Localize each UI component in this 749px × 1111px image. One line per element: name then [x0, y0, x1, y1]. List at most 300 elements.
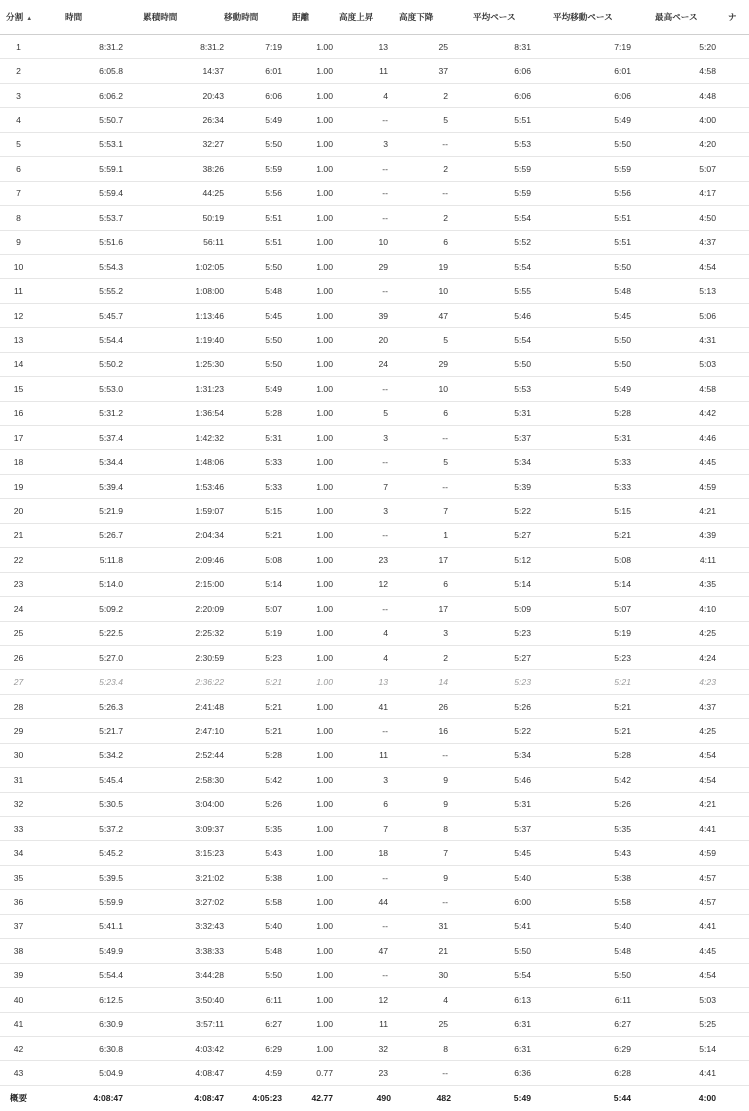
cell-best-pace: 4:00 — [631, 108, 716, 132]
cell-truncated — [716, 792, 749, 816]
table-row[interactable] — [0, 401, 749, 425]
cell-avg-pace: 5:39 — [451, 474, 531, 498]
cell-time: 5:53.7 — [37, 206, 123, 230]
cell-avg-moving-pace: 5:59 — [531, 157, 631, 181]
cell-elevation-loss: 5 — [391, 450, 451, 474]
cell-truncated — [716, 743, 749, 767]
cell-avg-moving-pace: 5:56 — [531, 181, 631, 205]
cell-truncated — [716, 377, 749, 401]
cell-elevation-gain: -- — [333, 597, 391, 621]
table-row[interactable] — [0, 939, 749, 963]
cell-avg-pace: 5:40 — [451, 865, 531, 889]
col-header-distance[interactable]: 距離 — [282, 0, 333, 35]
cell-elevation-gain: 29 — [333, 254, 391, 278]
cell-truncated — [716, 621, 749, 645]
cell-cumulative-time: 4:08:47 — [123, 1061, 224, 1085]
cell-elevation-gain: 4 — [333, 83, 391, 107]
cell-split-number: 1 — [0, 35, 37, 59]
cell-avg-moving-pace: 5:38 — [531, 865, 631, 889]
cell-elevation-gain: 3 — [333, 499, 391, 523]
cell-avg-pace: 6:06 — [451, 83, 531, 107]
cell-time: 5:21.9 — [37, 499, 123, 523]
cell-avg-moving-pace: 5:51 — [531, 206, 631, 230]
cell-distance: 1.00 — [282, 377, 333, 401]
cell-avg-pace: 5:41 — [451, 914, 531, 938]
cell-avg-moving-pace: 6:11 — [531, 988, 631, 1012]
cell-split-number: 38 — [0, 939, 37, 963]
cell-avg-moving-pace: 5:23 — [531, 645, 631, 669]
cell-avg-pace: 5:54 — [451, 206, 531, 230]
cell-best-pace: 5:13 — [631, 279, 716, 303]
cell-split-number: 7 — [0, 181, 37, 205]
cell-cumulative-time: 2:30:59 — [123, 645, 224, 669]
table-row[interactable] — [0, 645, 749, 669]
cell-cumulative-time: 4:03:42 — [123, 1036, 224, 1060]
table-row[interactable] — [0, 132, 749, 156]
table-row[interactable] — [0, 1012, 749, 1036]
table-row[interactable] — [0, 83, 749, 107]
table-row[interactable] — [0, 988, 749, 1012]
cell-best-pace: 4:10 — [631, 597, 716, 621]
cell-avg-pace: 5:53 — [451, 132, 531, 156]
cell-elevation-loss: 37 — [391, 59, 451, 83]
cell-moving-time: 5:33 — [224, 450, 282, 474]
cell-best-pace: 4:45 — [631, 450, 716, 474]
cell-cumulative-time: 2:09:46 — [123, 548, 224, 572]
cell-elevation-gain: -- — [333, 450, 391, 474]
cell-cumulative-time: 1:59:07 — [123, 499, 224, 523]
summary-time: 4:08:47 — [37, 1085, 123, 1111]
cell-truncated — [716, 572, 749, 596]
table-row[interactable] — [0, 108, 749, 132]
cell-elevation-loss: 19 — [391, 254, 451, 278]
col-header-avg-moving-pace[interactable]: 平均移動ペース — [531, 0, 631, 35]
cell-truncated — [716, 426, 749, 450]
cell-time: 5:39.5 — [37, 865, 123, 889]
cell-distance: 1.00 — [282, 352, 333, 376]
cell-truncated — [716, 1036, 749, 1060]
cell-avg-pace: 5:52 — [451, 230, 531, 254]
cell-truncated — [716, 254, 749, 278]
cell-avg-pace: 6:00 — [451, 890, 531, 914]
cell-elevation-loss: 2 — [391, 157, 451, 181]
cell-elevation-loss: -- — [391, 890, 451, 914]
table-row[interactable] — [0, 230, 749, 254]
cell-best-pace: 4:48 — [631, 83, 716, 107]
cell-best-pace: 4:25 — [631, 719, 716, 743]
cell-cumulative-time: 1:36:54 — [123, 401, 224, 425]
col-header-best-pace[interactable]: 最高ペース — [631, 0, 716, 35]
cell-distance: 1.00 — [282, 914, 333, 938]
table-row[interactable] — [0, 621, 749, 645]
cell-time: 5:37.4 — [37, 426, 123, 450]
cell-cumulative-time: 8:31.2 — [123, 35, 224, 59]
cell-cumulative-time: 3:38:33 — [123, 939, 224, 963]
cell-time: 5:54.4 — [37, 963, 123, 987]
cell-best-pace: 4:57 — [631, 865, 716, 889]
summary-distance: 42.77 — [282, 1085, 333, 1111]
cell-moving-time: 5:23 — [224, 645, 282, 669]
table-row[interactable] — [0, 768, 749, 792]
cell-truncated — [716, 230, 749, 254]
cell-time: 5:22.5 — [37, 621, 123, 645]
table-row[interactable] — [0, 254, 749, 278]
cell-time: 5:14.0 — [37, 572, 123, 596]
cell-elevation-gain: -- — [333, 157, 391, 181]
cell-distance: 1.00 — [282, 450, 333, 474]
cell-best-pace: 4:54 — [631, 963, 716, 987]
cell-avg-moving-pace: 6:29 — [531, 1036, 631, 1060]
cell-split-number: 39 — [0, 963, 37, 987]
cell-elevation-loss: 5 — [391, 108, 451, 132]
cell-time: 5:11.8 — [37, 548, 123, 572]
cell-elevation-loss: -- — [391, 743, 451, 767]
cell-moving-time: 6:11 — [224, 988, 282, 1012]
table-row[interactable] — [0, 841, 749, 865]
cell-elevation-loss: 2 — [391, 206, 451, 230]
cell-moving-time: 6:29 — [224, 1036, 282, 1060]
table-row[interactable] — [0, 914, 749, 938]
cell-elevation-loss: 21 — [391, 939, 451, 963]
cell-elevation-gain: 18 — [333, 841, 391, 865]
cell-time: 5:37.2 — [37, 817, 123, 841]
cell-cumulative-time: 2:41:48 — [123, 694, 224, 718]
table-row[interactable] — [0, 890, 749, 914]
cell-truncated — [716, 694, 749, 718]
cell-distance: 1.00 — [282, 645, 333, 669]
cell-truncated — [716, 83, 749, 107]
cell-cumulative-time: 3:57:11 — [123, 1012, 224, 1036]
cell-elevation-gain: 12 — [333, 988, 391, 1012]
cell-best-pace: 4:41 — [631, 914, 716, 938]
table-row[interactable] — [0, 35, 749, 59]
table-row[interactable] — [0, 1061, 749, 1085]
cell-elevation-loss: 25 — [391, 1012, 451, 1036]
cell-distance: 1.00 — [282, 474, 333, 498]
cell-split-number: 10 — [0, 254, 37, 278]
cell-distance: 1.00 — [282, 401, 333, 425]
cell-split-number: 15 — [0, 377, 37, 401]
cell-moving-time: 5:33 — [224, 474, 282, 498]
table-row[interactable] — [0, 817, 749, 841]
cell-elevation-loss: 6 — [391, 230, 451, 254]
table-row[interactable] — [0, 328, 749, 352]
cell-moving-time: 5:50 — [224, 132, 282, 156]
cell-avg-pace: 5:46 — [451, 768, 531, 792]
cell-avg-pace: 5:37 — [451, 426, 531, 450]
cell-time: 5:45.7 — [37, 303, 123, 327]
cell-avg-moving-pace: 5:43 — [531, 841, 631, 865]
cell-truncated — [716, 474, 749, 498]
cell-time: 5:59.9 — [37, 890, 123, 914]
cell-best-pace: 5:03 — [631, 352, 716, 376]
cell-best-pace: 4:41 — [631, 1061, 716, 1085]
cell-time: 5:50.2 — [37, 352, 123, 376]
cell-elevation-gain: -- — [333, 206, 391, 230]
cell-elevation-gain: -- — [333, 963, 391, 987]
cell-truncated — [716, 597, 749, 621]
cell-elevation-gain: 20 — [333, 328, 391, 352]
cell-avg-pace: 8:31 — [451, 35, 531, 59]
cell-moving-time: 5:15 — [224, 499, 282, 523]
cell-cumulative-time: 32:27 — [123, 132, 224, 156]
cell-truncated — [716, 841, 749, 865]
col-header-avg-pace[interactable]: 平均ペース — [451, 0, 531, 35]
table-row[interactable] — [0, 523, 749, 547]
cell-cumulative-time: 1:02:05 — [123, 254, 224, 278]
cell-time: 5:41.1 — [37, 914, 123, 938]
cell-truncated — [716, 181, 749, 205]
cell-truncated — [716, 890, 749, 914]
cell-moving-time: 5:49 — [224, 377, 282, 401]
cell-distance: 1.00 — [282, 817, 333, 841]
cell-truncated — [716, 645, 749, 669]
cell-avg-pace: 5:14 — [451, 572, 531, 596]
col-header-moving-time[interactable]: 移動時間 — [224, 0, 282, 35]
cell-split-number: 9 — [0, 230, 37, 254]
cell-cumulative-time: 1:19:40 — [123, 328, 224, 352]
cell-time: 6:12.5 — [37, 988, 123, 1012]
cell-time: 5:50.7 — [37, 108, 123, 132]
cell-distance: 1.00 — [282, 230, 333, 254]
cell-elevation-gain: 11 — [333, 59, 391, 83]
table-row[interactable] — [0, 597, 749, 621]
cell-best-pace: 4:17 — [631, 181, 716, 205]
cell-split-number: 20 — [0, 499, 37, 523]
cell-avg-moving-pace: 5:21 — [531, 694, 631, 718]
cell-avg-pace: 5:27 — [451, 523, 531, 547]
cell-cumulative-time: 1:53:46 — [123, 474, 224, 498]
cell-split-number: 3 — [0, 83, 37, 107]
cell-split-number: 31 — [0, 768, 37, 792]
cell-avg-pace: 5:55 — [451, 279, 531, 303]
cell-distance: 1.00 — [282, 621, 333, 645]
cell-truncated — [716, 1012, 749, 1036]
col-header-truncated[interactable]: ナ — [716, 0, 749, 35]
table-row[interactable] — [0, 303, 749, 327]
cell-distance: 1.00 — [282, 499, 333, 523]
table-row[interactable] — [0, 474, 749, 498]
cell-truncated — [716, 523, 749, 547]
cell-elevation-loss: 5 — [391, 328, 451, 352]
cell-elevation-gain: 13 — [333, 670, 391, 694]
cell-avg-moving-pace: 6:06 — [531, 83, 631, 107]
cell-elevation-gain: 23 — [333, 1061, 391, 1085]
cell-moving-time: 6:27 — [224, 1012, 282, 1036]
cell-elevation-loss: 6 — [391, 401, 451, 425]
cell-moving-time: 5:07 — [224, 597, 282, 621]
cell-truncated — [716, 206, 749, 230]
cell-cumulative-time: 2:36:22 — [123, 670, 224, 694]
cell-split-number: 26 — [0, 645, 37, 669]
col-header-elevation-gain[interactable]: 高度上昇 — [333, 0, 391, 35]
cell-moving-time: 5:56 — [224, 181, 282, 205]
summary-cumulative-time: 4:08:47 — [123, 1085, 224, 1111]
cell-moving-time: 5:48 — [224, 279, 282, 303]
summary-avg-pace: 5:49 — [451, 1085, 531, 1111]
cell-moving-time: 5:38 — [224, 865, 282, 889]
cell-avg-pace: 5:09 — [451, 597, 531, 621]
cell-elevation-gain: 11 — [333, 743, 391, 767]
table-row[interactable] — [0, 865, 749, 889]
cell-moving-time: 5:14 — [224, 572, 282, 596]
cell-elevation-gain: 4 — [333, 645, 391, 669]
table-row[interactable] — [0, 719, 749, 743]
cell-time: 5:55.2 — [37, 279, 123, 303]
cell-best-pace: 4:57 — [631, 890, 716, 914]
cell-time: 5:59.4 — [37, 181, 123, 205]
cell-elevation-gain: 10 — [333, 230, 391, 254]
table-row[interactable] — [0, 963, 749, 987]
cell-distance: 1.00 — [282, 743, 333, 767]
cell-split-number: 33 — [0, 817, 37, 841]
cell-avg-pace: 5:50 — [451, 939, 531, 963]
cell-elevation-gain: 3 — [333, 132, 391, 156]
col-header-elevation-loss[interactable]: 高度下降 — [391, 0, 451, 35]
cell-split-number: 16 — [0, 401, 37, 425]
cell-avg-moving-pace: 6:28 — [531, 1061, 631, 1085]
table-row[interactable] — [0, 377, 749, 401]
table-row[interactable] — [0, 792, 749, 816]
cell-elevation-loss: -- — [391, 1061, 451, 1085]
cell-split-number: 30 — [0, 743, 37, 767]
cell-best-pace: 5:03 — [631, 988, 716, 1012]
table-row[interactable] — [0, 1036, 749, 1060]
cell-avg-moving-pace: 5:49 — [531, 108, 631, 132]
cell-elevation-gain: -- — [333, 523, 391, 547]
cell-moving-time: 5:51 — [224, 206, 282, 230]
cell-truncated — [716, 817, 749, 841]
cell-elevation-gain: 7 — [333, 474, 391, 498]
table-row[interactable] — [0, 157, 749, 181]
cell-elevation-loss: -- — [391, 426, 451, 450]
cell-avg-moving-pace: 5:50 — [531, 254, 631, 278]
summary-truncated — [716, 1085, 749, 1111]
cell-truncated — [716, 865, 749, 889]
cell-moving-time: 5:51 — [224, 230, 282, 254]
col-header-time[interactable]: 時間 — [37, 0, 123, 35]
cell-avg-pace: 6:31 — [451, 1012, 531, 1036]
table-row[interactable] — [0, 743, 749, 767]
table-row[interactable] — [0, 694, 749, 718]
cell-elevation-gain: 3 — [333, 768, 391, 792]
cell-elevation-gain: 24 — [333, 352, 391, 376]
cell-cumulative-time: 3:44:28 — [123, 963, 224, 987]
cell-moving-time: 5:21 — [224, 523, 282, 547]
cell-avg-moving-pace: 5:21 — [531, 523, 631, 547]
table-row[interactable] — [0, 548, 749, 572]
cell-elevation-gain: 5 — [333, 401, 391, 425]
cell-time: 5:45.4 — [37, 768, 123, 792]
cell-cumulative-time: 1:42:32 — [123, 426, 224, 450]
cell-time: 5:23.4 — [37, 670, 123, 694]
cell-best-pace: 4:21 — [631, 499, 716, 523]
cell-distance: 1.00 — [282, 108, 333, 132]
cell-avg-moving-pace: 5:33 — [531, 474, 631, 498]
cell-truncated — [716, 914, 749, 938]
cell-best-pace: 4:20 — [631, 132, 716, 156]
col-header-cumulative-time[interactable]: 累積時間 — [123, 0, 224, 35]
cell-avg-moving-pace: 5:51 — [531, 230, 631, 254]
cell-split-number: 29 — [0, 719, 37, 743]
cell-elevation-loss: 17 — [391, 548, 451, 572]
cell-avg-moving-pace: 5:35 — [531, 817, 631, 841]
table-row[interactable] — [0, 279, 749, 303]
cell-distance: 1.00 — [282, 768, 333, 792]
table-row[interactable] — [0, 181, 749, 205]
col-header-split[interactable]: 分割 ▲ — [0, 0, 37, 35]
cell-avg-moving-pace: 5:58 — [531, 890, 631, 914]
cell-best-pace: 4:50 — [631, 206, 716, 230]
table-row[interactable] — [0, 352, 749, 376]
cell-elevation-gain: 7 — [333, 817, 391, 841]
cell-split-number: 36 — [0, 890, 37, 914]
cell-cumulative-time: 2:52:44 — [123, 743, 224, 767]
cell-split-number: 40 — [0, 988, 37, 1012]
cell-avg-pace: 6:06 — [451, 59, 531, 83]
header-row — [0, 0, 749, 35]
cell-truncated — [716, 279, 749, 303]
table-row[interactable] — [0, 206, 749, 230]
cell-moving-time: 5:19 — [224, 621, 282, 645]
cell-cumulative-time: 44:25 — [123, 181, 224, 205]
table-row[interactable] — [0, 450, 749, 474]
cell-avg-pace: 5:46 — [451, 303, 531, 327]
cell-split-number: 34 — [0, 841, 37, 865]
cell-moving-time: 5:45 — [224, 303, 282, 327]
table-row[interactable] — [0, 572, 749, 596]
cell-truncated — [716, 963, 749, 987]
cell-cumulative-time: 2:04:34 — [123, 523, 224, 547]
cell-elevation-gain: -- — [333, 181, 391, 205]
cell-time: 5:04.9 — [37, 1061, 123, 1085]
cell-elevation-loss: 9 — [391, 865, 451, 889]
cell-cumulative-time: 1:25:30 — [123, 352, 224, 376]
cell-distance: 1.00 — [282, 59, 333, 83]
cell-truncated — [716, 328, 749, 352]
cell-best-pace: 4:37 — [631, 230, 716, 254]
cell-distance: 1.00 — [282, 792, 333, 816]
table-row[interactable] — [0, 59, 749, 83]
cell-elevation-loss: 8 — [391, 817, 451, 841]
cell-time: 6:30.8 — [37, 1036, 123, 1060]
cell-best-pace: 4:24 — [631, 645, 716, 669]
cell-time: 6:06.2 — [37, 83, 123, 107]
cell-truncated — [716, 35, 749, 59]
cell-truncated — [716, 59, 749, 83]
cell-truncated — [716, 719, 749, 743]
cell-elevation-loss: -- — [391, 181, 451, 205]
cell-avg-pace: 5:12 — [451, 548, 531, 572]
cell-moving-time: 6:01 — [224, 59, 282, 83]
summary-avg-moving-pace: 5:44 — [531, 1085, 631, 1111]
cell-elevation-loss: 9 — [391, 768, 451, 792]
cell-time: 5:34.4 — [37, 450, 123, 474]
cell-split-number: 22 — [0, 548, 37, 572]
cell-avg-moving-pace: 7:19 — [531, 35, 631, 59]
table-row[interactable] — [0, 499, 749, 523]
cell-best-pace: 4:58 — [631, 59, 716, 83]
table-row[interactable] — [0, 670, 749, 694]
table-row[interactable] — [0, 426, 749, 450]
cell-time: 6:05.8 — [37, 59, 123, 83]
cell-cumulative-time: 1:31:23 — [123, 377, 224, 401]
cell-time: 5:45.2 — [37, 841, 123, 865]
cell-distance: 1.00 — [282, 206, 333, 230]
cell-best-pace: 5:07 — [631, 157, 716, 181]
cell-cumulative-time: 14:37 — [123, 59, 224, 83]
cell-distance: 1.00 — [282, 279, 333, 303]
